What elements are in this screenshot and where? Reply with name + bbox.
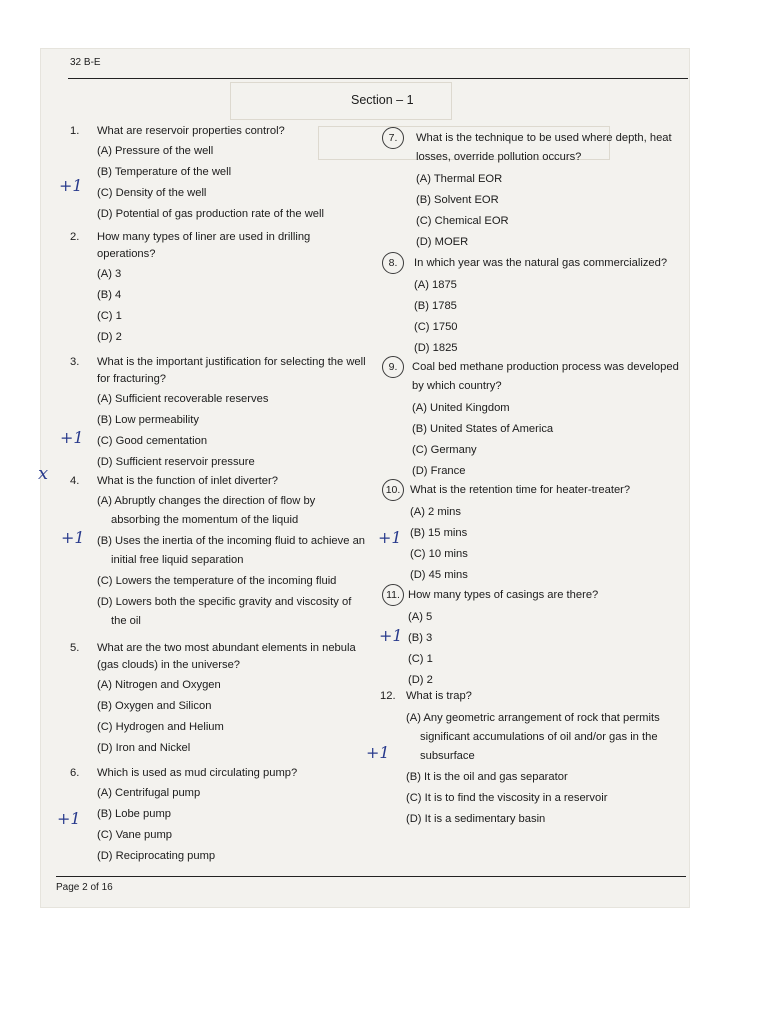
answer-option: (C) Chemical EOR — [416, 215, 509, 227]
answer-option: (A) Centrifugal pump — [97, 787, 201, 799]
answer-option: (C) Hydrogen and Helium — [97, 721, 224, 733]
question-text: What is the important justification for selecting the well — [97, 356, 366, 368]
question-text: In which year was the natural gas commercialized? — [414, 257, 668, 269]
question-text: losses, override pollution occurs? — [416, 151, 582, 163]
handwritten-mark: +1 — [59, 176, 83, 195]
handwritten-mark: +1 — [61, 528, 85, 547]
answer-option-continued: the oil — [111, 615, 141, 627]
answer-option: (A) 1875 — [414, 279, 457, 291]
answer-option: (B) 4 — [97, 289, 122, 301]
question-number: 4. — [70, 475, 80, 487]
handwritten-mark: x — [38, 463, 49, 484]
handwritten-mark: +1 — [379, 626, 403, 645]
answer-option: (D) Reciprocating pump — [97, 850, 216, 862]
answer-option: (B) 1785 — [414, 300, 457, 312]
answer-option: (C) 1 — [408, 653, 433, 665]
question-text: by which country? — [412, 380, 502, 392]
question-text: How many types of casings are there? — [408, 589, 599, 601]
answer-option: (D) 1825 — [414, 342, 458, 354]
question-text: What is the function of inlet diverter? — [97, 475, 278, 487]
answer-option: (B) Uses the inertia of the incoming fluid to achieve an — [97, 535, 366, 547]
answer-option: (A) United Kingdom — [412, 402, 510, 414]
header-rule — [68, 78, 688, 79]
question-text: for fracturing? — [97, 373, 167, 385]
answer-option: (D) Lowers both the specific gravity and viscosity of — [97, 596, 352, 608]
answer-option: (D) Sufficient reservoir pressure — [97, 456, 255, 468]
answer-option: (B) Temperature of the well — [97, 166, 232, 178]
answer-option: (A) Nitrogen and Oxygen — [97, 679, 221, 691]
handwritten-mark: +1 — [60, 428, 84, 447]
answer-option: (A) 5 — [408, 611, 433, 623]
question-number: 12. — [380, 690, 396, 702]
answer-option: (D) Potential of gas production rate of the well — [97, 208, 324, 220]
question-text: How many types of liner are used in drilling — [97, 231, 311, 243]
question-text: (gas clouds) in the universe? — [97, 659, 241, 671]
answer-option-continued: subsurface — [420, 750, 475, 762]
question-text: What are the two most abundant elements in nebula — [97, 642, 356, 654]
question-text: What is the technique to be used where depth, heat — [416, 132, 672, 144]
question-number: 3. — [70, 356, 80, 368]
answer-option-continued: initial free liquid separation — [111, 554, 244, 566]
question-number: 2. — [70, 231, 80, 243]
answer-option: (D) 45 mins — [410, 569, 468, 581]
answer-option: (B) Low permeability — [97, 414, 199, 426]
question-number-circled: 9. — [382, 356, 404, 378]
answer-option: (A) 3 — [97, 268, 122, 280]
answer-option-continued: significant accumulations of oil and/or gas in the — [420, 731, 658, 743]
question-text: What are reservoir properties control? — [97, 125, 285, 137]
answer-option: (B) Solvent EOR — [416, 194, 499, 206]
answer-option: (C) Lowers the temperature of the incoming fluid — [97, 575, 337, 587]
answer-option: (C) 1 — [97, 310, 122, 322]
handwritten-mark: +1 — [366, 743, 390, 762]
question-number-circled: 11. — [382, 584, 404, 606]
answer-option: (B) It is the oil and gas separator — [406, 771, 568, 783]
answer-option: (D) Iron and Nickel — [97, 742, 191, 754]
question-number: 6. — [70, 767, 80, 779]
answer-option: (A) 2 mins — [410, 506, 461, 518]
answer-option: (C) 1750 — [414, 321, 458, 333]
question-number-circled: 7. — [382, 127, 404, 149]
question-number: 1. — [70, 125, 80, 137]
answer-option: (D) MOER — [416, 236, 469, 248]
question-text: Coal bed methane production process was developed — [412, 361, 679, 373]
paper-code: 32 B-E — [70, 57, 101, 68]
answer-option: (B) 3 — [408, 632, 433, 644]
answer-option: (C) Good cementation — [97, 435, 208, 447]
answer-option: (D) France — [412, 465, 466, 477]
bleed-through-box — [230, 82, 452, 120]
answer-option: (B) United States of America — [412, 423, 554, 435]
answer-option: (A) Pressure of the well — [97, 145, 214, 157]
answer-option: (C) Density of the well — [97, 187, 207, 199]
answer-option: (A) Thermal EOR — [416, 173, 503, 185]
page-number: Page 2 of 16 — [56, 882, 113, 893]
question-number-circled: 10. — [382, 479, 404, 501]
handwritten-mark: +1 — [378, 528, 402, 547]
answer-option: (A) Any geometric arrangement of rock that permits — [406, 712, 660, 724]
question-number: 5. — [70, 642, 80, 654]
question-text: Which is used as mud circulating pump? — [97, 767, 298, 779]
answer-option-continued: absorbing the momentum of the liquid — [111, 514, 299, 526]
answer-option: (C) 10 mins — [410, 548, 468, 560]
question-text: operations? — [97, 248, 156, 260]
section-title: Section – 1 — [351, 93, 414, 107]
answer-option: (B) Oxygen and Silicon — [97, 700, 212, 712]
question-text: What is trap? — [406, 690, 472, 702]
answer-option: (D) It is a sedimentary basin — [406, 813, 546, 825]
answer-option: (B) 15 mins — [410, 527, 468, 539]
footer-rule — [56, 876, 686, 877]
question-number-circled: 8. — [382, 252, 404, 274]
handwritten-mark: +1 — [57, 809, 81, 828]
answer-option: (B) Lobe pump — [97, 808, 172, 820]
answer-option: (A) Abruptly changes the direction of flow by — [97, 495, 316, 507]
answer-option: (C) It is to find the viscosity in a reservoir — [406, 792, 608, 804]
question-text: What is the retention time for heater-treater? — [410, 484, 631, 496]
answer-option: (C) Vane pump — [97, 829, 173, 841]
answer-option: (A) Sufficient recoverable reserves — [97, 393, 269, 405]
answer-option: (D) 2 — [97, 331, 122, 343]
answer-option: (D) 2 — [408, 674, 433, 686]
answer-option: (C) Germany — [412, 444, 477, 456]
